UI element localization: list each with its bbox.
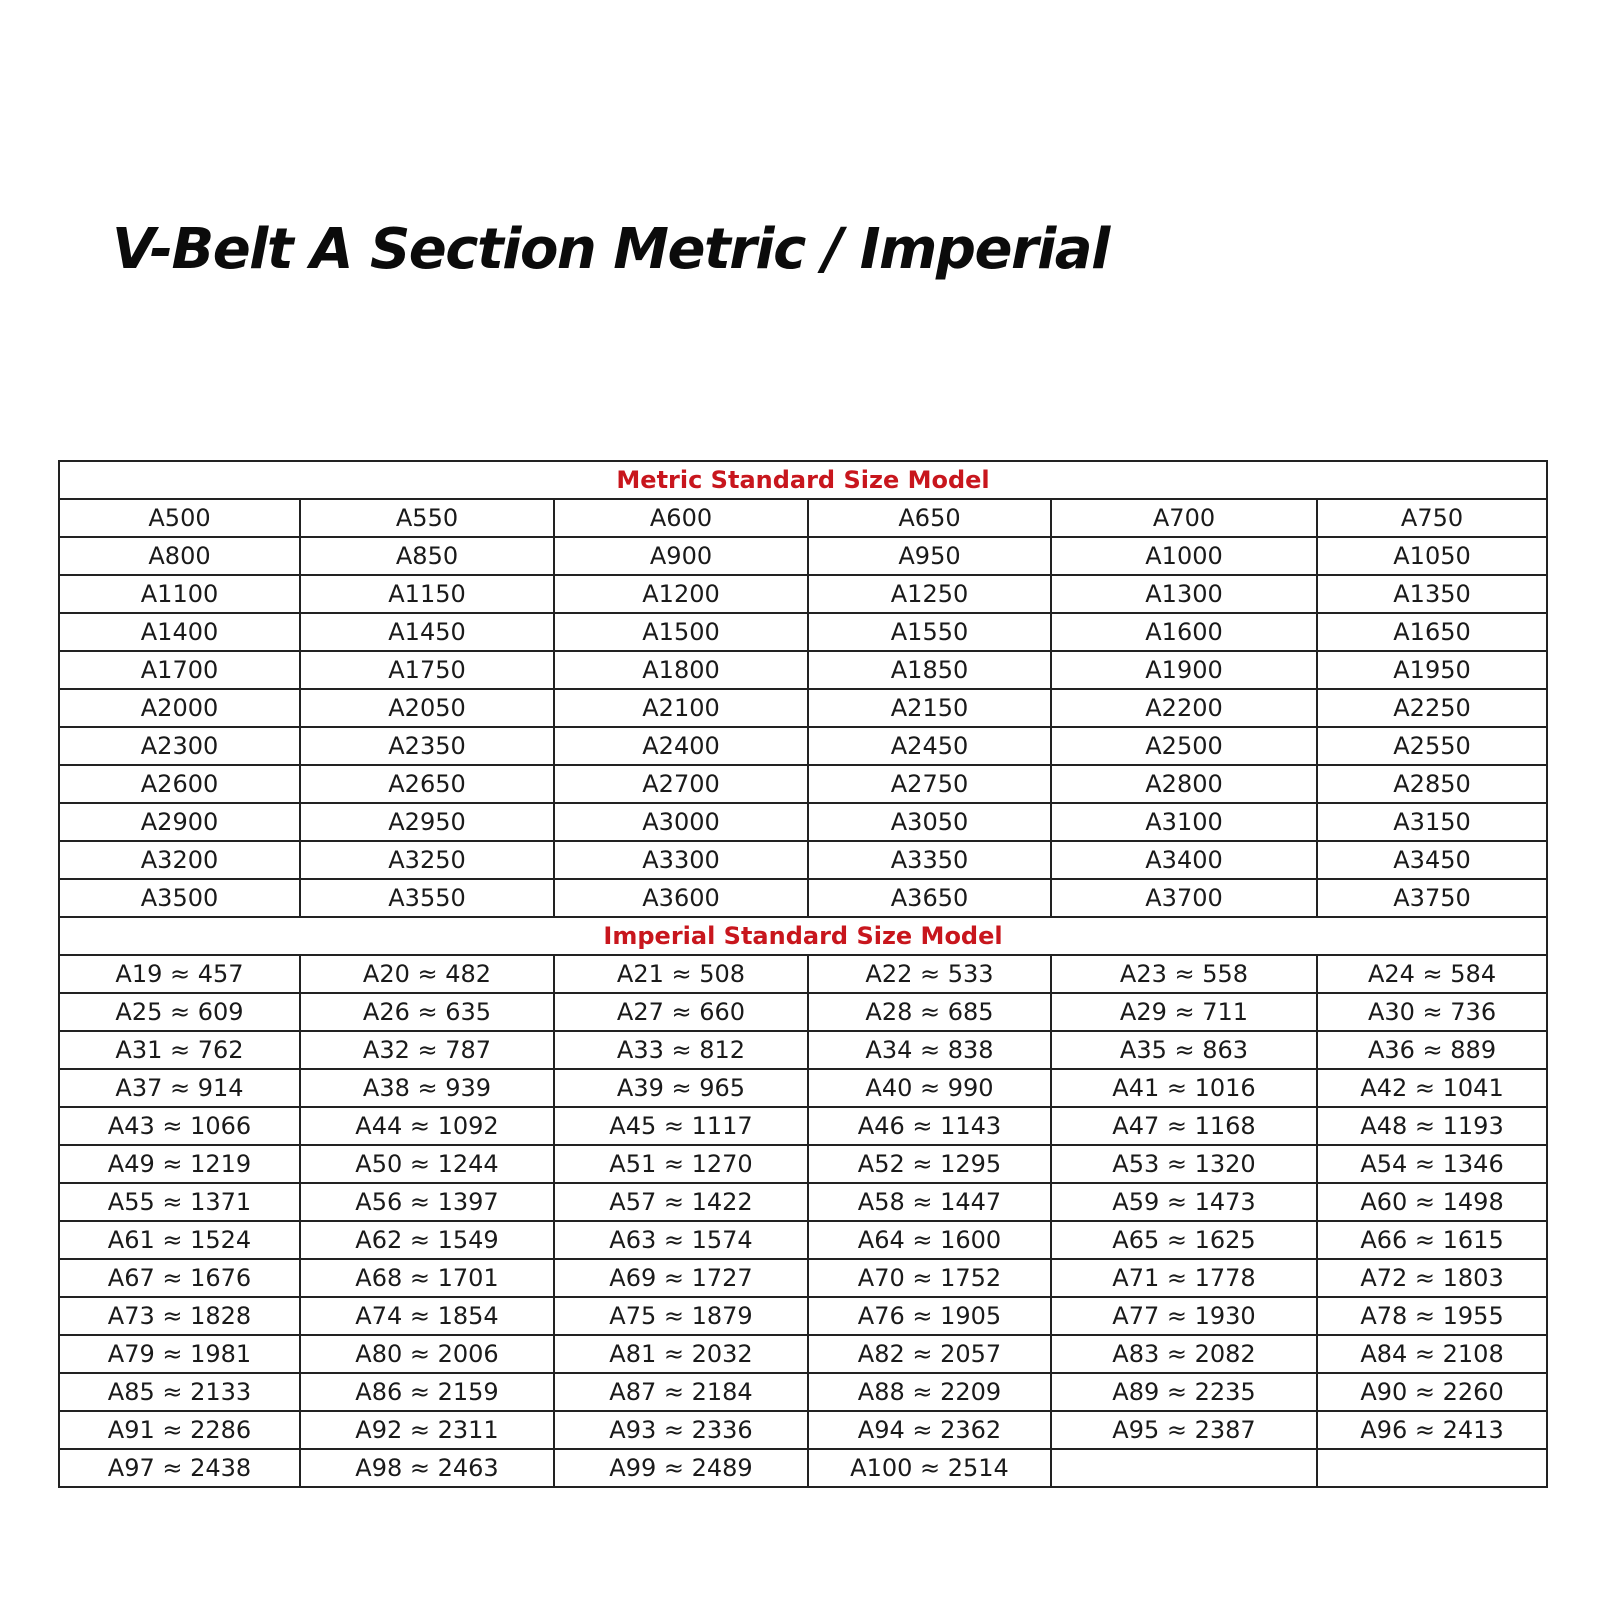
imperial-size-cell: A46 ≈ 1143 [808, 1107, 1051, 1145]
imperial-size-cell: A59 ≈ 1473 [1051, 1183, 1317, 1221]
imperial-size-cell: A23 ≈ 558 [1051, 955, 1317, 993]
imperial-size-cell: A30 ≈ 736 [1317, 993, 1547, 1031]
metric-size-cell: A1450 [300, 613, 554, 651]
imperial-size-cell: A84 ≈ 2108 [1317, 1335, 1547, 1373]
metric-section-header: Metric Standard Size Model [59, 461, 1547, 499]
imperial-size-cell: A93 ≈ 2336 [554, 1411, 808, 1449]
metric-row [59, 727, 1547, 765]
metric-row [59, 841, 1547, 879]
metric-size-cell: A3500 [59, 879, 300, 917]
imperial-row [59, 1069, 1547, 1107]
belt-size-table [58, 460, 1548, 1488]
metric-size-cell: A3200 [59, 841, 300, 879]
imperial-size-cell: A40 ≈ 990 [808, 1069, 1051, 1107]
imperial-size-cell: A76 ≈ 1905 [808, 1297, 1051, 1335]
metric-size-cell: A1150 [300, 575, 554, 613]
metric-size-cell: A1050 [1317, 537, 1547, 575]
imperial-size-cell: A61 ≈ 1524 [59, 1221, 300, 1259]
metric-size-cell: A3550 [300, 879, 554, 917]
imperial-size-cell: A77 ≈ 1930 [1051, 1297, 1317, 1335]
metric-size-cell: A3350 [808, 841, 1051, 879]
imperial-size-cell: A55 ≈ 1371 [59, 1183, 300, 1221]
metric-size-cell: A1600 [1051, 613, 1317, 651]
imperial-size-cell [1051, 1449, 1317, 1487]
imperial-size-cell: A48 ≈ 1193 [1317, 1107, 1547, 1145]
imperial-size-cell: A71 ≈ 1778 [1051, 1259, 1317, 1297]
imperial-size-cell: A79 ≈ 1981 [59, 1335, 300, 1373]
imperial-size-cell: A99 ≈ 2489 [554, 1449, 808, 1487]
imperial-size-cell: A70 ≈ 1752 [808, 1259, 1051, 1297]
metric-size-cell: A3650 [808, 879, 1051, 917]
imperial-row [59, 1145, 1547, 1183]
imperial-size-cell: A68 ≈ 1701 [300, 1259, 554, 1297]
imperial-row [59, 1411, 1547, 1449]
imperial-size-cell: A47 ≈ 1168 [1051, 1107, 1317, 1145]
imperial-size-cell: A92 ≈ 2311 [300, 1411, 554, 1449]
metric-size-cell: A3450 [1317, 841, 1547, 879]
imperial-size-cell: A27 ≈ 660 [554, 993, 808, 1031]
metric-size-cell: A3700 [1051, 879, 1317, 917]
metric-row [59, 499, 1547, 537]
imperial-row [59, 1031, 1547, 1069]
imperial-size-cell: A60 ≈ 1498 [1317, 1183, 1547, 1221]
imperial-size-cell: A43 ≈ 1066 [59, 1107, 300, 1145]
metric-size-cell: A3050 [808, 803, 1051, 841]
metric-size-cell: A3600 [554, 879, 808, 917]
imperial-size-cell: A19 ≈ 457 [59, 955, 300, 993]
metric-row [59, 575, 1547, 613]
imperial-size-cell: A41 ≈ 1016 [1051, 1069, 1317, 1107]
metric-size-cell: A2250 [1317, 689, 1547, 727]
imperial-size-cell: A83 ≈ 2082 [1051, 1335, 1317, 1373]
imperial-size-cell: A95 ≈ 2387 [1051, 1411, 1317, 1449]
metric-size-cell: A1250 [808, 575, 1051, 613]
imperial-size-cell: A31 ≈ 762 [59, 1031, 300, 1069]
imperial-size-cell: A91 ≈ 2286 [59, 1411, 300, 1449]
imperial-size-cell: A58 ≈ 1447 [808, 1183, 1051, 1221]
imperial-size-cell: A28 ≈ 685 [808, 993, 1051, 1031]
metric-size-cell: A1800 [554, 651, 808, 689]
imperial-row [59, 1297, 1547, 1335]
imperial-size-cell: A34 ≈ 838 [808, 1031, 1051, 1069]
metric-size-cell: A2150 [808, 689, 1051, 727]
metric-size-cell: A2500 [1051, 727, 1317, 765]
imperial-size-cell: A100 ≈ 2514 [808, 1449, 1051, 1487]
imperial-size-cell: A45 ≈ 1117 [554, 1107, 808, 1145]
imperial-size-cell: A51 ≈ 1270 [554, 1145, 808, 1183]
imperial-row [59, 1335, 1547, 1373]
imperial-size-cell: A63 ≈ 1574 [554, 1221, 808, 1259]
imperial-size-cell: A33 ≈ 812 [554, 1031, 808, 1069]
metric-size-cell: A2600 [59, 765, 300, 803]
metric-size-cell: A2850 [1317, 765, 1547, 803]
metric-size-cell: A1200 [554, 575, 808, 613]
imperial-size-cell: A52 ≈ 1295 [808, 1145, 1051, 1183]
imperial-size-cell: A89 ≈ 2235 [1051, 1373, 1317, 1411]
imperial-size-cell: A38 ≈ 939 [300, 1069, 554, 1107]
imperial-size-cell: A72 ≈ 1803 [1317, 1259, 1547, 1297]
metric-size-cell: A1900 [1051, 651, 1317, 689]
metric-size-cell: A3250 [300, 841, 554, 879]
metric-size-cell: A550 [300, 499, 554, 537]
table-body [59, 461, 1547, 1487]
imperial-size-cell: A67 ≈ 1676 [59, 1259, 300, 1297]
imperial-size-cell: A98 ≈ 2463 [300, 1449, 554, 1487]
imperial-size-cell: A20 ≈ 482 [300, 955, 554, 993]
metric-size-cell: A2350 [300, 727, 554, 765]
metric-size-cell: A3400 [1051, 841, 1317, 879]
metric-size-cell: A1300 [1051, 575, 1317, 613]
imperial-size-cell: A37 ≈ 914 [59, 1069, 300, 1107]
imperial-size-cell: A42 ≈ 1041 [1317, 1069, 1547, 1107]
page-title: V-Belt A Section Metric / Imperial [112, 217, 1109, 282]
imperial-size-cell: A69 ≈ 1727 [554, 1259, 808, 1297]
metric-size-cell: A1500 [554, 613, 808, 651]
metric-size-cell: A1000 [1051, 537, 1317, 575]
metric-size-cell: A2900 [59, 803, 300, 841]
metric-size-cell: A1850 [808, 651, 1051, 689]
imperial-row [59, 955, 1547, 993]
metric-size-cell: A600 [554, 499, 808, 537]
metric-row [59, 651, 1547, 689]
imperial-size-cell [1317, 1449, 1547, 1487]
metric-size-cell: A1750 [300, 651, 554, 689]
metric-header-row [59, 461, 1547, 499]
imperial-size-cell: A62 ≈ 1549 [300, 1221, 554, 1259]
metric-size-cell: A2700 [554, 765, 808, 803]
imperial-size-cell: A86 ≈ 2159 [300, 1373, 554, 1411]
imperial-size-cell: A87 ≈ 2184 [554, 1373, 808, 1411]
imperial-size-cell: A64 ≈ 1600 [808, 1221, 1051, 1259]
metric-size-cell: A3750 [1317, 879, 1547, 917]
imperial-size-cell: A22 ≈ 533 [808, 955, 1051, 993]
imperial-size-cell: A97 ≈ 2438 [59, 1449, 300, 1487]
metric-size-cell: A2800 [1051, 765, 1317, 803]
metric-size-cell: A1100 [59, 575, 300, 613]
imperial-size-cell: A80 ≈ 2006 [300, 1335, 554, 1373]
imperial-size-cell: A39 ≈ 965 [554, 1069, 808, 1107]
imperial-row [59, 1107, 1547, 1145]
imperial-size-cell: A24 ≈ 584 [1317, 955, 1547, 993]
imperial-row [59, 1221, 1547, 1259]
metric-size-cell: A650 [808, 499, 1051, 537]
imperial-size-cell: A96 ≈ 2413 [1317, 1411, 1547, 1449]
metric-row [59, 537, 1547, 575]
metric-size-cell: A950 [808, 537, 1051, 575]
metric-row [59, 613, 1547, 651]
metric-size-cell: A3300 [554, 841, 808, 879]
metric-size-cell: A900 [554, 537, 808, 575]
imperial-row [59, 1259, 1547, 1297]
imperial-size-cell: A82 ≈ 2057 [808, 1335, 1051, 1373]
imperial-size-cell: A56 ≈ 1397 [300, 1183, 554, 1221]
imperial-size-cell: A94 ≈ 2362 [808, 1411, 1051, 1449]
imperial-row [59, 993, 1547, 1031]
metric-size-cell: A1400 [59, 613, 300, 651]
metric-size-cell: A2750 [808, 765, 1051, 803]
metric-size-cell: A2650 [300, 765, 554, 803]
imperial-size-cell: A74 ≈ 1854 [300, 1297, 554, 1335]
metric-size-cell: A2200 [1051, 689, 1317, 727]
metric-size-cell: A2300 [59, 727, 300, 765]
metric-size-cell: A1700 [59, 651, 300, 689]
metric-size-cell: A2400 [554, 727, 808, 765]
metric-row [59, 689, 1547, 727]
imperial-size-cell: A54 ≈ 1346 [1317, 1145, 1547, 1183]
metric-size-cell: A750 [1317, 499, 1547, 537]
metric-size-cell: A2100 [554, 689, 808, 727]
imperial-size-cell: A21 ≈ 508 [554, 955, 808, 993]
metric-size-cell: A3000 [554, 803, 808, 841]
imperial-size-cell: A29 ≈ 711 [1051, 993, 1317, 1031]
imperial-size-cell: A57 ≈ 1422 [554, 1183, 808, 1221]
metric-size-cell: A500 [59, 499, 300, 537]
metric-size-cell: A3150 [1317, 803, 1547, 841]
imperial-size-cell: A44 ≈ 1092 [300, 1107, 554, 1145]
imperial-size-cell: A50 ≈ 1244 [300, 1145, 554, 1183]
imperial-size-cell: A88 ≈ 2209 [808, 1373, 1051, 1411]
imperial-size-cell: A49 ≈ 1219 [59, 1145, 300, 1183]
imperial-size-cell: A26 ≈ 635 [300, 993, 554, 1031]
imperial-row [59, 1449, 1547, 1487]
metric-row [59, 879, 1547, 917]
metric-size-cell: A850 [300, 537, 554, 575]
metric-size-cell: A1350 [1317, 575, 1547, 613]
imperial-header-row [59, 917, 1547, 955]
imperial-size-cell: A36 ≈ 889 [1317, 1031, 1547, 1069]
metric-size-cell: A2000 [59, 689, 300, 727]
metric-size-cell: A3100 [1051, 803, 1317, 841]
metric-size-cell: A2450 [808, 727, 1051, 765]
imperial-row [59, 1183, 1547, 1221]
metric-row [59, 803, 1547, 841]
imperial-size-cell: A90 ≈ 2260 [1317, 1373, 1547, 1411]
metric-size-cell: A2550 [1317, 727, 1547, 765]
imperial-size-cell: A32 ≈ 787 [300, 1031, 554, 1069]
imperial-size-cell: A85 ≈ 2133 [59, 1373, 300, 1411]
imperial-row [59, 1373, 1547, 1411]
metric-size-cell: A1950 [1317, 651, 1547, 689]
imperial-size-cell: A53 ≈ 1320 [1051, 1145, 1317, 1183]
imperial-size-cell: A35 ≈ 863 [1051, 1031, 1317, 1069]
imperial-size-cell: A78 ≈ 1955 [1317, 1297, 1547, 1335]
imperial-size-cell: A73 ≈ 1828 [59, 1297, 300, 1335]
imperial-size-cell: A25 ≈ 609 [59, 993, 300, 1031]
imperial-size-cell: A66 ≈ 1615 [1317, 1221, 1547, 1259]
metric-size-cell: A2950 [300, 803, 554, 841]
metric-size-cell: A1550 [808, 613, 1051, 651]
metric-size-cell: A1650 [1317, 613, 1547, 651]
imperial-size-cell: A65 ≈ 1625 [1051, 1221, 1317, 1259]
imperial-section-header: Imperial Standard Size Model [59, 917, 1547, 955]
metric-size-cell: A700 [1051, 499, 1317, 537]
metric-row [59, 765, 1547, 803]
metric-size-cell: A2050 [300, 689, 554, 727]
metric-size-cell: A800 [59, 537, 300, 575]
imperial-size-cell: A75 ≈ 1879 [554, 1297, 808, 1335]
imperial-size-cell: A81 ≈ 2032 [554, 1335, 808, 1373]
